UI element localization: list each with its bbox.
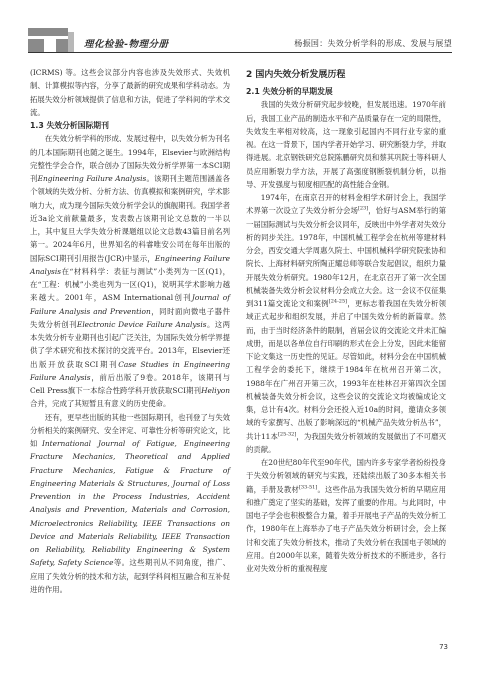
page-number: 73 [439,643,448,651]
paragraph: 在失效分析学科的形成、发展过程中，以失效分析为刊名的几本国际期刊也随之诞生。1994年，Elsevier与欧洲结构完整性学会合作，联合创办了国际失效分析学界第一本SCI期刊Engineering Failure Analysis。该期刊主题范围涵盖各个领域的失效分析、分析方法、仿真模拟和案例研究，学术影响力大，成为现今国际失效分析学会认的旗舰期刊。我国学者近3a论文前献量最多，发表数占该期刊论文总数的一半以上，其中复旦大学失效分析课题组以论文总数43篇目前名列第一。2024年6月，世界知名的科睿唯安公司在每年出版的国际SCI期刊引用报告(JCR)中显示，Engineering Failure Analysis在“材料科学：表征与测试”小类列为一区(Q1)，在“工程：机械”小类也列为一区(Q1)，说明其学术影响力越来越大。2001年，ASM International创刊Journal of Failure Analysis and Prevention，同时面向微电子器件失效分析创刊Electronic Device Failure Analysis。这两本失效分析专业期刊也引起广泛关注，为国际失效分析学界提供了学术研究和技术探讨的交流平台。2013年，Elsevier还出版开放获取SCI期刊Case Studies in Engineering Failure Analysis，前后出版了9卷。2018年，该期刊与Cell Press旗下一本综合性跨学科开放获取SCI期刊Heliyon合并，完成了其短暂且有意义的历史使命。 [30,134,230,409]
citation: [23] [357,205,369,212]
citation: [24-25] [328,298,348,305]
journal-logo-icon [28,28,86,52]
running-title: 杨振国：失效分析学科的形成、发展与展望 [294,39,452,48]
paragraph: 在20世纪80年代至90年代，国内许多专家学者纷纷投身于失效分析领域的研究与实践，还陆续出版了30多本相关书籍，手册及教材[33-51]。这些作品为我国失效分析的早期应用和推广奠定了坚实的基础，发挥了重要的作用。与此同时，中国电子学会也积极整合力量，着手开展电子产品的失效分析工作，1980年在上海举办了电子产品失效分析研讨会，会上探讨和交流了失效分析技术，推动了失效分析在我国电子领域的应用。自2000年以来，随着失效分析技术的不断进步，各行业对失效分析的重视程度 [246,458,446,573]
paragraph: (ICRMS) 等。这些会议部分内容也涉及失效形式、失效机制、计算模拟等内容，分享了最新的研究成果和学科动态。为拓展失效分析领域提供了信息和方法，促进了学科间的学术交流。 [30,68,230,117]
section-heading-1-3: 1.3 失效分析国际期刊 [30,121,109,130]
journal-brand: 理化检验-物理分册 [84,39,169,50]
page-header [0,0,480,60]
citation: [33-51] [298,484,318,491]
right-column [246,66,446,575]
paragraph: 还有，更早些出版的其他一些国际期刊，也刊登了与失效分析相关的案例研究、安全评定、可靠性分析等研究论文，比如International Journal of Fatigue, Engineering Fracture Mechanics, Theoretical and Applied Fracture Mechanics, Fatigue & Fracture of Engineering Materials & Structures, Journal of Loss Prevention in the Process Industries, Accident Analysis and Prevention, Materials and Corrosion, Microelectronics Reliability, IEEE Transactions on Device and Materials Reliability, IEEE Transaction on Reliability, Reliability Engineering & System Safety, Safety Science等。这些期刊从不同角度，推广、应用了失效分析的技术和方法，起到学科间相互融合和互补促进的作用。 [30,412,230,594]
section-heading-2: 2 国内失效分析发展历程 [246,70,346,80]
paragraph: 1974年，在南京召开的材料金相学术研讨会上，我国学术界第一次设立了失效分析分会场[23]，恰好与ASM举行的第一届国际测试与失效分析会议同年，反映出中外学者对失效分析的同步关注。1978年，中国机械工程学会在杭州等建材料分会，西安交通大学周惠久院士、中国机械科学研究院张协和院长、上海材料研究所陶正耀总师等联合发起倡议，组织力量开展失效分析研究。1980年12月，在北京召开了第一次全国机械装备失效分析会议材料分会成立大会。这一会议不仅征集到311篇交流论文和案例[24-25]，更标志着我国在失效分析领域正式起步和组织发展，并启了中国失效分析的新篇章。然而，由于当时经济条件的限制，首届会议的交流论文并未汇编成册，而是以各单位自行印刷的形式在会上分发，因此未能留下论文集这一历史性的见证。尽管如此，材料分会在中国机械工程学会的委托下，继续于1984年在杭州召开第二次，1988年在广州召开第三次，1993年在桂林召开第四次全国机械装备失效分析会议，这些会议的交流论文均被编成论文集，总计有4次。材料分会还投入近10a的时间，邀请众多领域的专家撰写、出版了影响深远的“机械产品失效分析丛书”，共计11本[25-32]，为我国失效分析领域的发展做出了不可磨灭的贡献。 [246,193,446,454]
section-heading-2-1: 2.1 失效分析的早期发展 [246,87,333,96]
header-rule [28,52,452,53]
paragraph: 我国的失效分析研究起步较晚，但发展迅速。1970年前后，我国工业产品的制造水平和产品质量存在一定的局限性，失效发生率相对较高，这一现象引起国内不同行业专家的重视。在这一背景下，国内学者开始学习、研究断裂力学，并取得进展。北京钢铁研究总院陈鹏研究员和蔡其巩院士等科研人员应用断裂力学方法，开展了高强度钢断裂机制分析，以指导、开发强度与韧度相匹配的高性能合金钢。 [246,100,446,189]
left-column [30,66,230,596]
citation: [25-32] [277,431,297,438]
